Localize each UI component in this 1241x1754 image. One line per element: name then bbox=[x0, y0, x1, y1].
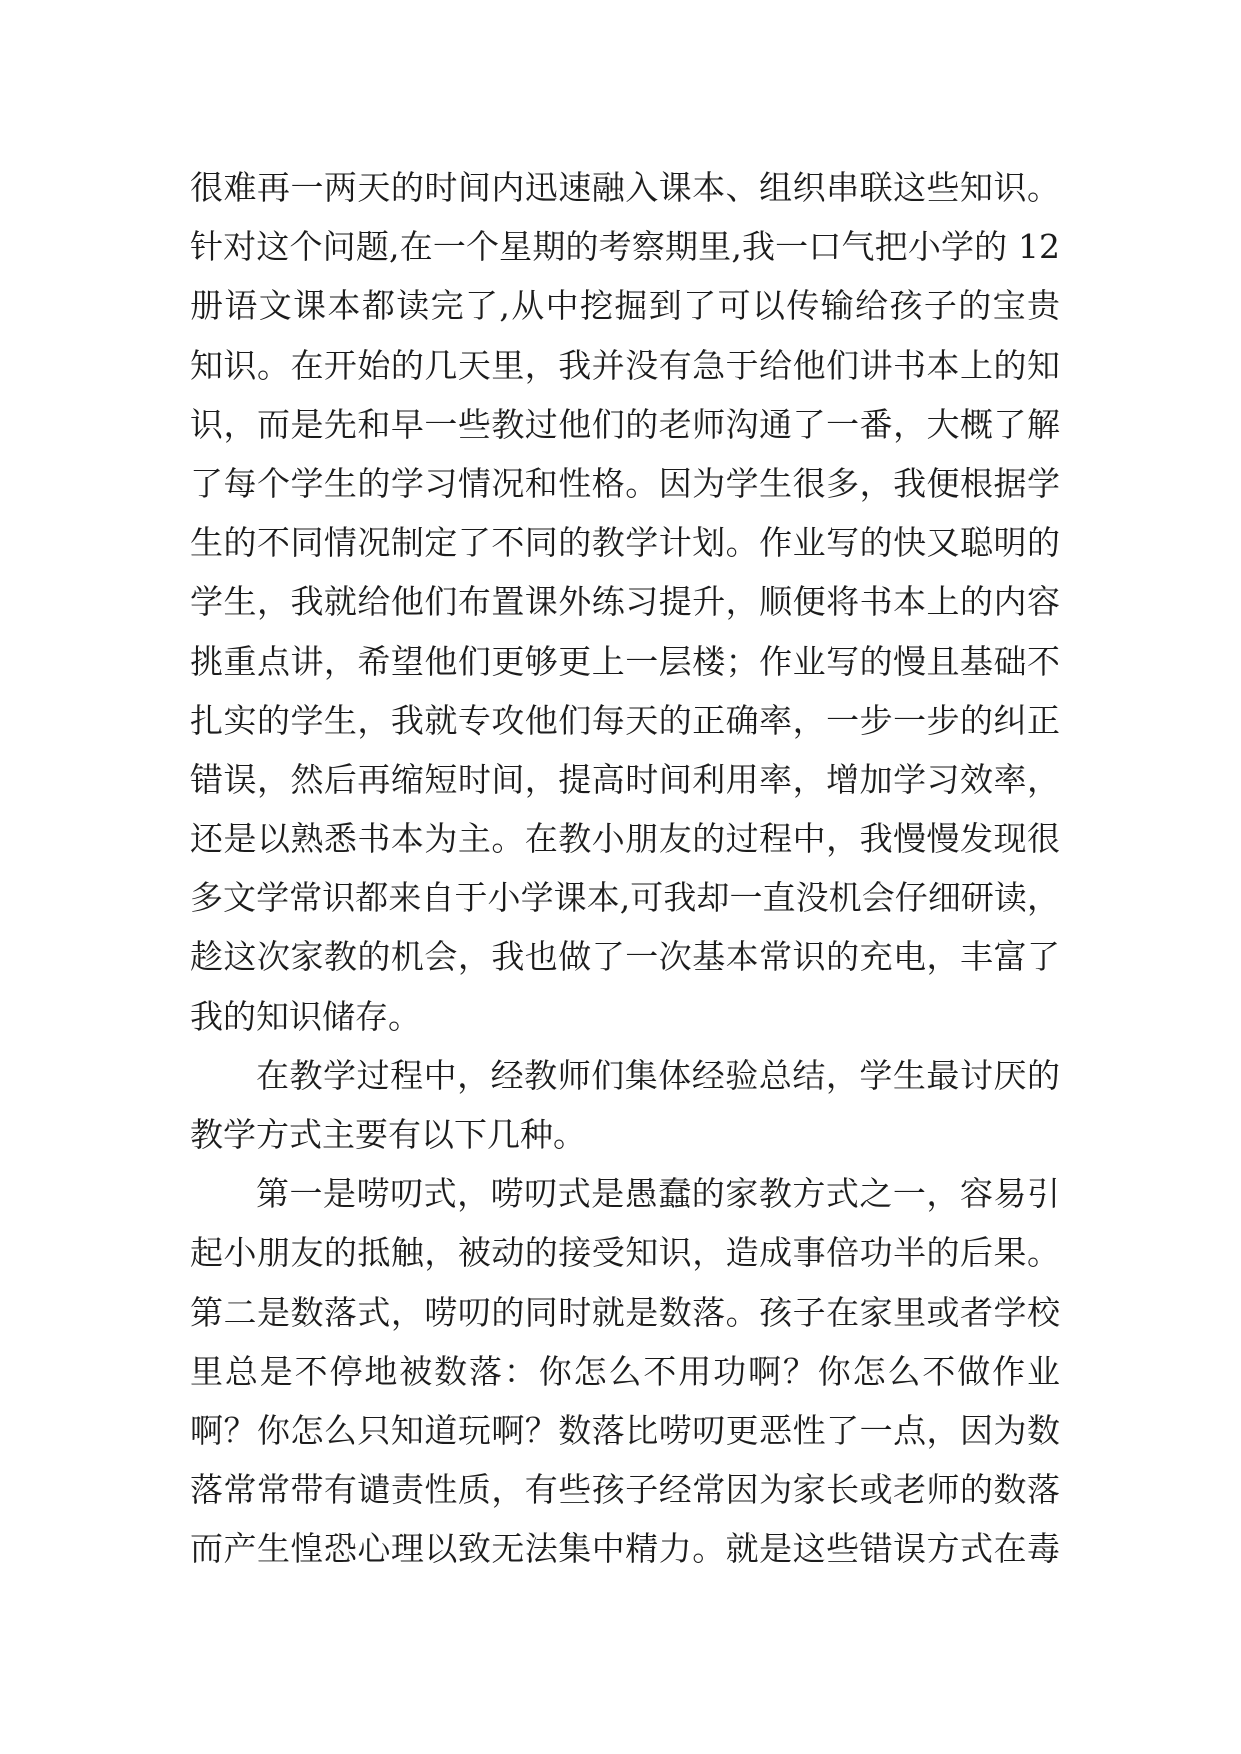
text-line: 扎实的学生，我就专攻他们每天的正确率，一步一步的纠正 bbox=[190, 700, 1060, 740]
text-line: 起小朋友的抵触，被动的接受知识，造成事倍功半的后果。 bbox=[190, 1233, 1060, 1273]
text-line: 学生，我就给他们布置课外练习提升，顺便将书本上的内容 bbox=[190, 582, 1060, 622]
text-line: 教学方式主要有以下几种。 bbox=[190, 1115, 586, 1154]
text-line: 生的不同情况制定了不同的教学计划。作业写的快又聪明的 bbox=[190, 523, 1060, 563]
text-line: 落常常带有谴责性质，有些孩子经常因为家长或老师的数落 bbox=[190, 1470, 1060, 1510]
text-line: 多文学常识都来自于小学课本,可我却一直没机会仔细研读， bbox=[190, 878, 1060, 918]
text-line: 而产生惶恐心理以致无法集中精力。就是这些错误方式在毒 bbox=[190, 1529, 1060, 1569]
text-line: 我的知识储存。 bbox=[190, 996, 421, 1036]
text-line: 针对这个问题,在一个星期的考察期里,我一口气把小学的 12 bbox=[190, 227, 1060, 267]
text-line: 里总是不停地被数落：你怎么不用功啊？你怎么不做作业 bbox=[190, 1351, 1060, 1391]
text-line: 在教学过程中，经教师们集体经验总结，学生最讨厌的 bbox=[256, 1055, 1060, 1095]
text-line: 错误，然后再缩短时间，提高时间利用率，增加学习效率， bbox=[190, 759, 1060, 799]
text-line: 啊？你怎么只知道玩啊？数落比唠叨更恶性了一点，因为数 bbox=[190, 1410, 1060, 1450]
text-line: 挑重点讲，希望他们更够更上一层楼；作业写的慢且基础不 bbox=[190, 641, 1060, 681]
text-line: 了每个学生的学习情况和性格。因为学生很多，我便根据学 bbox=[190, 463, 1060, 503]
text-line: 第一是唠叨式，唠叨式是愚蠢的家教方式之一，容易引 bbox=[256, 1174, 1060, 1214]
text-line: 很难再一两天的时间内迅速融入课本、组织串联这些知识。 bbox=[190, 168, 1060, 207]
text-line: 知识。在开始的几天里，我并没有急于给他们讲书本上的知 bbox=[190, 345, 1060, 385]
text-line: 还是以熟悉书本为主。在教小朋友的过程中，我慢慢发现很 bbox=[190, 819, 1060, 859]
text-line: 识，而是先和早一些教过他们的老师沟通了一番，大概了解 bbox=[190, 404, 1060, 444]
body-text bbox=[190, 158, 1060, 1579]
text-line: 册语文课本都读完了,从中挖掘到了可以传输给孩子的宝贵 bbox=[190, 286, 1060, 326]
text-line: 第二是数落式，唠叨的同时就是数落。孩子在家里或者学校 bbox=[190, 1292, 1060, 1332]
text-line: 趁这次家教的机会，我也做了一次基本常识的充电，丰富了 bbox=[190, 937, 1060, 977]
